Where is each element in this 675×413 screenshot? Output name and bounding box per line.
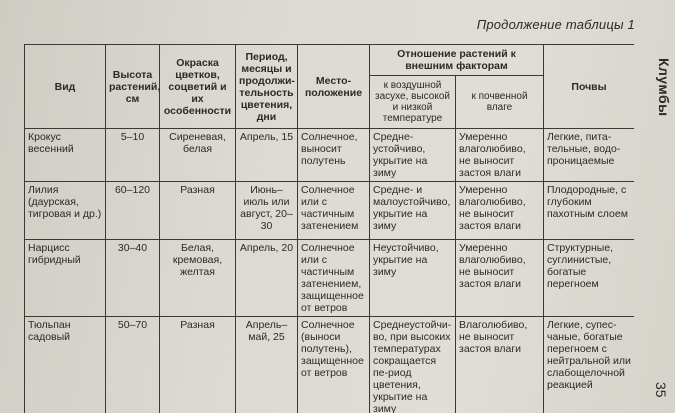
cell-species: Лилия (даурская, тигровая и др.) bbox=[25, 182, 106, 240]
table-row bbox=[25, 182, 635, 240]
header-period: Период, месяцы и продолжи-тельность цветения, дни bbox=[236, 45, 298, 129]
cell-height: 30–40 bbox=[106, 240, 160, 317]
cell-moisture: Умеренно влаголюбиво, не выносит застоя влаги bbox=[456, 129, 544, 182]
cell-drought: Неустойчиво, укрытие на зиму bbox=[370, 240, 456, 317]
cell-location: Солнечное или с частичным затенением bbox=[298, 182, 370, 240]
header-species: Вид bbox=[25, 45, 106, 129]
cell-color: Белая, кремовая, желтая bbox=[160, 240, 236, 317]
cell-drought: Средне- и малоустойчиво, укрытие на зиму bbox=[370, 182, 456, 240]
section-title: Клумбы bbox=[656, 58, 672, 117]
cell-period: Июнь–июль или август, 20–30 bbox=[236, 182, 298, 240]
cell-location: Солнечное или с частичным затенением, защищенное от ветров bbox=[298, 240, 370, 317]
cell-color: Сиреневая, белая bbox=[160, 129, 236, 182]
cell-moisture: Влаголюбиво, не выносит застоя влаги bbox=[456, 317, 544, 413]
cell-soils: Плодородные, с глубоким пахотным слоем bbox=[544, 182, 635, 240]
header-location: Место-положение bbox=[298, 45, 370, 129]
table-row bbox=[25, 129, 635, 182]
table-container bbox=[24, 44, 634, 413]
header-height: Высота растений, см bbox=[106, 45, 160, 129]
cell-moisture: Умеренно влаголюбиво, не выносит застоя влаги bbox=[456, 240, 544, 317]
cell-species: Тюльпан садовый bbox=[25, 317, 106, 413]
cell-period: Апрель, 20 bbox=[236, 240, 298, 317]
table-row bbox=[25, 317, 635, 413]
table-header-row bbox=[25, 45, 635, 76]
cell-height: 5–10 bbox=[106, 129, 160, 182]
cell-period: Апрель, 15 bbox=[236, 129, 298, 182]
flowers-table bbox=[24, 44, 634, 413]
cell-height: 60–120 bbox=[106, 182, 160, 240]
cell-species: Крокус весенний bbox=[25, 129, 106, 182]
table-continuation-label: Продолжение таблицы 1 bbox=[476, 17, 635, 32]
cell-soils: Легкие, супес-чаные, богатые перегноем с нейтральной или слабощелочной реакцией bbox=[544, 317, 635, 413]
cell-drought: Среднеустойчи-во, при высоких температурах сокращается пе-риод цветения, укрытие на зиму bbox=[370, 317, 456, 413]
cell-drought: Средне-устойчиво, укрытие на зиму bbox=[370, 129, 456, 182]
cell-moisture: Умеренно влаголюбиво, не выносит застоя влаги bbox=[456, 182, 544, 240]
cell-soils: Легкие, пита-тельные, водо-проницаемые bbox=[544, 129, 635, 182]
table-row bbox=[25, 240, 635, 317]
header-soils: Почвы bbox=[544, 45, 635, 129]
header-color: Окраска цветков, соцветий и их особенности bbox=[160, 45, 236, 129]
cell-location: Солнечное, выносит полутень bbox=[298, 129, 370, 182]
cell-color: Разная bbox=[160, 182, 236, 240]
cell-location: Солнечное (выноси полутень), защищенное от ветров bbox=[298, 317, 370, 413]
cell-height: 50–70 bbox=[106, 317, 160, 413]
cell-color: Разная bbox=[160, 317, 236, 413]
header-factors-group: Отношение растений к внешним факторам bbox=[370, 45, 544, 76]
cell-species: Нарцисс гибридный bbox=[25, 240, 106, 317]
page-number: 35 bbox=[653, 382, 669, 398]
header-drought: к воздушной засухе, высокой и низкой температуре bbox=[370, 76, 456, 129]
cell-period: Апрель–май, 25 bbox=[236, 317, 298, 413]
header-moisture: к почвенной влаге bbox=[456, 76, 544, 129]
cell-soils: Структурные, суглинистые, богатые перегноем bbox=[544, 240, 635, 317]
